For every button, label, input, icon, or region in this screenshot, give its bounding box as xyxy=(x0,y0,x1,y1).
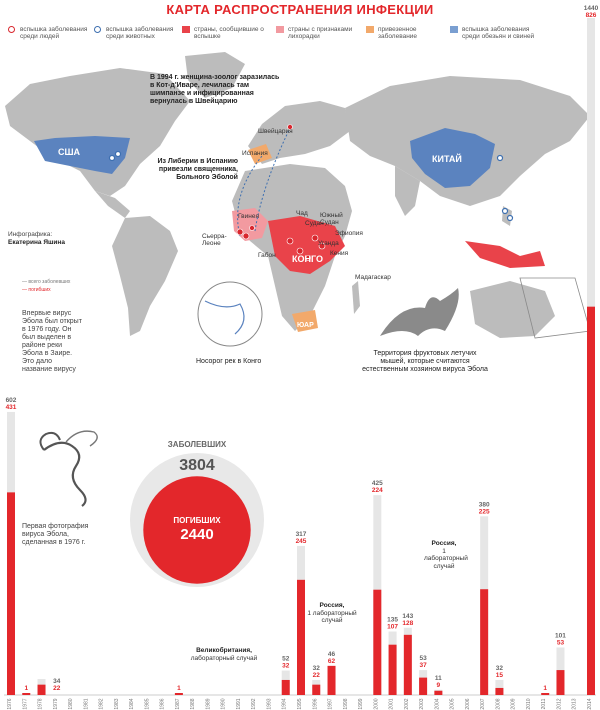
value-label-deaths: 225 xyxy=(478,508,490,516)
legend-label: вспышка заболевания среди обезьян и свиней xyxy=(462,26,535,40)
tick-label: 1978 xyxy=(37,698,44,710)
value-label-deaths: 1 xyxy=(24,685,29,692)
value-label-cases: 135 xyxy=(387,616,399,624)
circle-dead-label: ПОГИБШИХ xyxy=(173,516,221,525)
value-label-deaths: 37 xyxy=(419,662,427,670)
legend-label: страны, сообщившие о вспышке xyxy=(194,26,264,40)
value-label-cases: 32 xyxy=(312,664,320,672)
label-congo: КОНГО xyxy=(292,254,323,264)
tick-label: 1983 xyxy=(113,698,120,710)
tick-label: 1994 xyxy=(281,698,288,710)
credit-label: Инфографика: xyxy=(8,231,53,238)
legend-label: вспышка заболевания среди людей xyxy=(20,26,88,40)
value-label-deaths: 107 xyxy=(387,623,399,631)
value-label-deaths: 1 xyxy=(177,685,181,692)
tick-label: 1999 xyxy=(358,698,365,710)
tick-label: 1988 xyxy=(190,698,197,710)
tick-label: 2003 xyxy=(419,698,426,710)
tick-label: 1990 xyxy=(220,698,227,710)
tick-label: 2014 xyxy=(587,698,593,710)
tick-label: 2008 xyxy=(495,698,502,710)
label-ethiopia: Эфиопия xyxy=(335,230,363,237)
annotation-russia-2 xyxy=(424,540,468,570)
tick-label: 2006 xyxy=(464,698,471,710)
tick-label: 2002 xyxy=(403,698,410,710)
value-label-cases: 46 xyxy=(327,650,336,658)
tick-label: 1977 xyxy=(22,698,29,710)
tick-label: 1997 xyxy=(327,698,334,710)
label-spain: Испания xyxy=(242,150,268,157)
photo-caption: Первая фотография вируса Эбола, сделанная в 1976 г. xyxy=(22,523,89,546)
value-label-cases: 317 xyxy=(295,530,307,538)
note-ivory: В 1994 г. женщина-зоолог заразилась в Кот-д'Иваре, лечилась там шимпанзе и инфицированная вернулась в Швейцарию xyxy=(150,74,280,105)
label-guinea: Гвинея xyxy=(238,213,259,220)
tick-label: 1986 xyxy=(159,698,166,710)
tick-label: 1992 xyxy=(251,698,258,710)
chart-legend-cases: — всего заболевших xyxy=(22,279,71,285)
tick-label: 2011 xyxy=(541,698,548,710)
tick-label: 2007 xyxy=(480,698,487,710)
tick-label: 1976 xyxy=(7,698,13,710)
label-swiss: Швейцария xyxy=(258,128,293,135)
history-text: Впервые вирус Эбола был открыт в 1976 году. Он был выделен в районе реки Эбола в Заире. Это дало название вирусу xyxy=(22,310,82,373)
note-bats: Территория фруктовых летучих мышей, которые считаются естественным хозяином вируса Эбола xyxy=(362,350,488,373)
circle-total-label: ЗАБОЛЕВШИХ xyxy=(167,440,227,449)
value-label-deaths: 15 xyxy=(495,671,504,679)
tick-label: 1985 xyxy=(144,698,151,710)
value-label-deaths: 22 xyxy=(53,685,61,692)
value-label-deaths: 826 xyxy=(585,12,597,19)
value-label-cases: 1440 xyxy=(583,5,599,12)
tick-label: 1996 xyxy=(312,698,319,710)
annotation-uk-title: Великобритания, xyxy=(196,647,252,654)
value-label-cases: 11 xyxy=(434,674,442,682)
value-label-cases: 143 xyxy=(402,612,414,620)
label-madagascar: Мадагаскар xyxy=(355,274,391,281)
value-label-cases: 52 xyxy=(282,655,290,663)
tick-label: 1979 xyxy=(52,698,59,710)
tick-label: 1987 xyxy=(174,698,181,710)
circle-dead: 2440 xyxy=(180,526,214,543)
value-label-cases: 101 xyxy=(555,632,566,640)
value-label-deaths: 62 xyxy=(327,657,336,665)
label-china: КИТАЙ xyxy=(432,154,462,164)
label-kenya: Кения xyxy=(330,250,349,257)
value-label-deaths: 22 xyxy=(312,671,320,679)
value-label-deaths: 128 xyxy=(402,619,414,627)
tick-label: 1998 xyxy=(342,698,349,710)
legend-label: страны с признаками лихорадки xyxy=(288,26,353,40)
label-gabon: Габон xyxy=(258,252,276,259)
value-label-deaths: 245 xyxy=(295,537,307,545)
tick-label: 1993 xyxy=(266,698,273,710)
tick-label: 2009 xyxy=(510,698,517,710)
value-label-deaths: 431 xyxy=(5,403,17,411)
annotation-russia-1 xyxy=(307,602,357,625)
label-uganda: Уганда xyxy=(318,240,339,247)
tick-label: 2004 xyxy=(434,698,441,710)
tick-label: 2001 xyxy=(388,698,395,710)
note-liberia: Из Либерии в Испанию привезли священника, Больного Эболой xyxy=(157,158,238,181)
label-usa: США xyxy=(58,147,81,157)
legend-label: привезенное заболевание xyxy=(378,26,418,40)
value-label-deaths: 9 xyxy=(436,681,441,689)
value-label-cases: 32 xyxy=(495,664,504,672)
label-sudan: Судан xyxy=(305,220,324,227)
tick-label: 1995 xyxy=(297,698,303,710)
value-label-deaths: 1 xyxy=(543,685,548,692)
label-sierra: Сьерра-Леоне xyxy=(202,233,227,247)
annotation-russia-1-text: 1 лабораторный случай xyxy=(307,609,357,624)
tick-label: 2013 xyxy=(571,698,578,710)
value-label-deaths: 224 xyxy=(371,487,383,495)
label-chad: Чад xyxy=(296,210,308,217)
tick-label: 2012 xyxy=(556,698,563,710)
note-nose: Носорог рек в Конго xyxy=(196,358,262,365)
value-label-cases: 380 xyxy=(478,501,490,509)
annotation-russia-2-title: Россия, xyxy=(431,540,457,547)
tick-label: 1991 xyxy=(235,698,242,710)
chart-legend-deaths: — погибших xyxy=(22,287,51,293)
tick-label: 2010 xyxy=(525,698,532,710)
tick-label: 2000 xyxy=(373,698,380,710)
tick-label: 1984 xyxy=(129,698,136,710)
tick-label: 1982 xyxy=(98,698,105,710)
value-label-cases: 602 xyxy=(5,396,17,404)
value-label-deaths: 53 xyxy=(556,639,565,647)
annotation-russia-1-title: Россия, xyxy=(319,602,345,609)
tick-label: 1989 xyxy=(205,698,212,710)
legend-label: вспышка заболевания среди животных xyxy=(106,26,174,40)
label-south-sudan: Южный Судан xyxy=(320,212,343,226)
credit-name: Екатерина Яшина xyxy=(8,239,65,246)
annotation-uk xyxy=(190,647,258,662)
annotation-russia-2-text: 1 лабораторный случай xyxy=(424,547,468,570)
value-label-cases: 53 xyxy=(419,655,427,663)
tick-label: 2005 xyxy=(449,698,456,710)
value-label-cases: 34 xyxy=(53,678,61,685)
circle-total: 3804 xyxy=(179,457,215,474)
value-label-cases: 425 xyxy=(371,480,383,488)
annotation-uk-text: лабораторный случай xyxy=(190,654,258,662)
tick-label: 1980 xyxy=(68,698,75,710)
label-sar: ЮАР xyxy=(297,322,314,329)
page-title: КАРТА РАСПРОСТРАНЕНИЯ ИНФЕКЦИИ xyxy=(166,2,434,17)
value-label-deaths: 32 xyxy=(282,662,290,670)
tick-label: 1981 xyxy=(83,698,90,710)
